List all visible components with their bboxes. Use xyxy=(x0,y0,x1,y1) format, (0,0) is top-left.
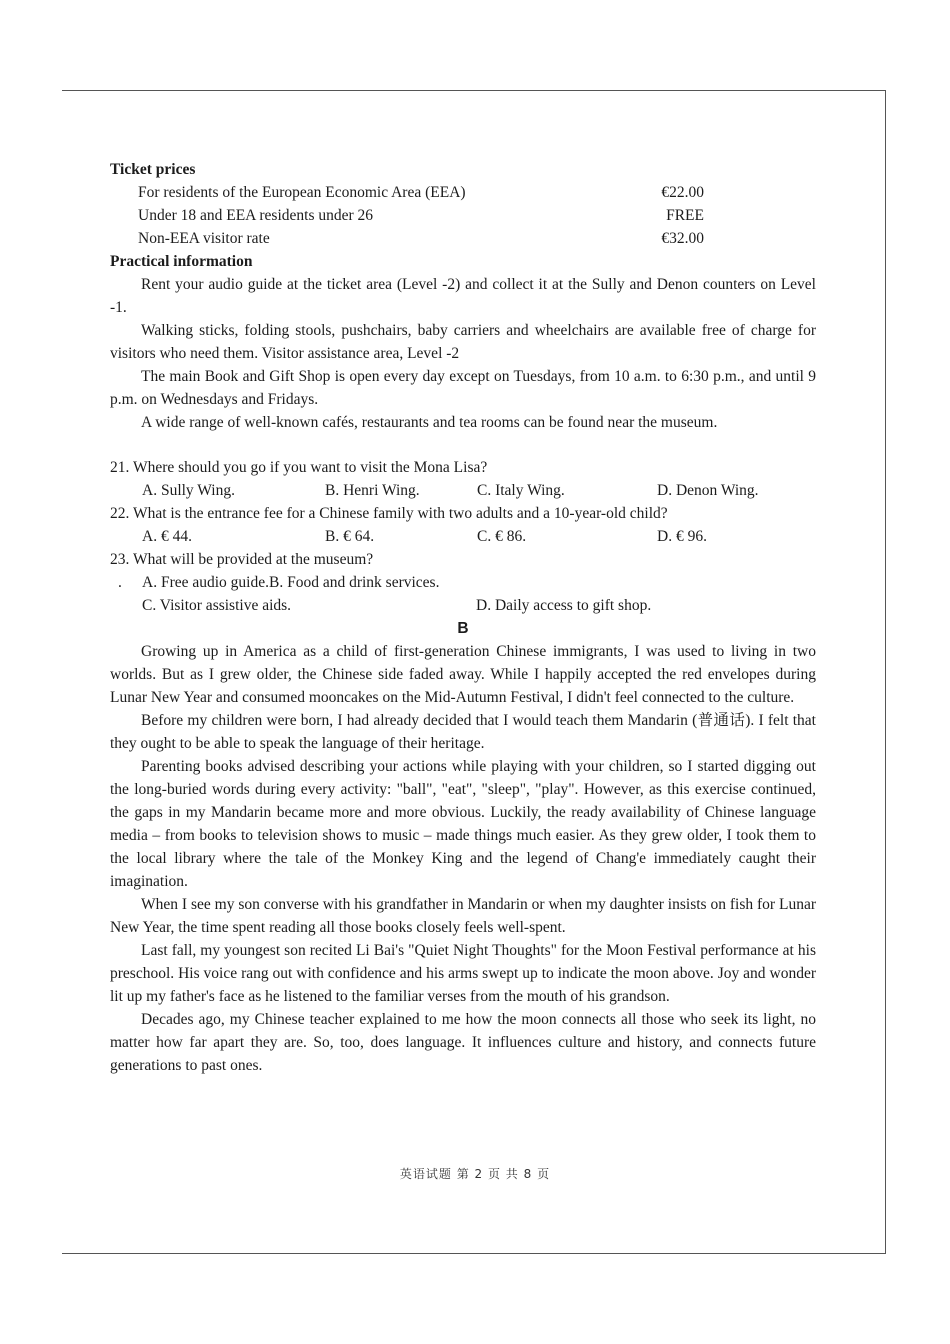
practical-info-paragraph: The main Book and Gift Shop is open every day except on Tuesdays, from 10 a.m. to 6:30 p.m., and until 9 p.m. on Wednesdays and Fridays. xyxy=(110,368,816,408)
passage-paragraph: When I see my son converse with his grandfather in Mandarin or when my daughter insists on fish for Lunar New Year, the time spent reading all those books closely feels well-spent. xyxy=(110,896,816,936)
page-footer: 英语试题 第 2 页 共 8 页 xyxy=(399,1167,551,1181)
price-value: FREE xyxy=(666,207,704,224)
page-frame-top-rule xyxy=(62,90,886,91)
option-a: A. € 44. xyxy=(142,528,192,545)
stray-mark: . xyxy=(118,574,122,591)
price-label: Non-EEA visitor rate xyxy=(138,230,270,247)
question-22-options xyxy=(110,525,816,548)
question-23-stem: 23. What will be provided at the museum? xyxy=(110,551,374,568)
exam-page-content xyxy=(110,158,816,1077)
option-c: C. € 86. xyxy=(477,528,527,545)
option-a: A. Free audio guide. xyxy=(142,574,269,591)
option-b: B. Henri Wing. xyxy=(325,482,420,499)
question-23-options-row-2 xyxy=(110,594,816,617)
passage-paragraph: Decades ago, my Chinese teacher explained to me how the moon connects all those who seek its light, no matter how far apart they are. So, too, does language. It influences culture and history, and connects future generations to past ones. xyxy=(110,1011,816,1074)
price-label: Under 18 and EEA residents under 26 xyxy=(138,207,374,224)
ticket-prices-heading: Ticket prices xyxy=(110,161,196,178)
question-21-stem: 21. Where should you go if you want to visit the Mona Lisa? xyxy=(110,459,488,476)
passage-paragraph: Before my children were born, I had already decided that I would teach them Mandarin (普通话). I felt that they ought to be able to speak the language of their heritage. xyxy=(110,712,816,752)
option-c: C. Visitor assistive aids. xyxy=(142,597,292,614)
practical-info-heading: Practical information xyxy=(110,253,253,270)
question-21-options xyxy=(110,479,816,502)
option-a: A. Sully Wing. xyxy=(142,482,235,499)
option-c: C. Italy Wing. xyxy=(477,482,565,499)
practical-info-paragraph: Rent your audio guide at the ticket area (Level -2) and collect it at the Sully and Denon counters on Level -1. xyxy=(110,276,816,316)
page-frame-bottom-rule xyxy=(62,1253,886,1254)
section-b-label: B xyxy=(457,620,469,637)
question-22-stem: 22. What is the entrance fee for a Chinese family with two adults and a 10-year-old child? xyxy=(110,505,668,522)
passage-paragraph: Growing up in America as a child of first-generation Chinese immigrants, I was used to living in two worlds. But as I grew older, the Chinese side faded away. While I happily accepted the red envelopes during Lunar New Year and consumed mooncakes on the Mid-Autumn Festival, I didn't feel connected to the culture. xyxy=(110,643,816,706)
page-frame-right-rule xyxy=(885,90,886,1254)
option-d: D. Denon Wing. xyxy=(657,482,759,499)
option-d: D. Daily access to gift shop. xyxy=(476,597,652,614)
price-row xyxy=(110,181,816,204)
price-value: €32.00 xyxy=(661,230,704,247)
question-23-options-row-1 xyxy=(110,571,816,594)
price-row xyxy=(110,204,816,227)
practical-info-paragraph: A wide range of well-known cafés, restaurants and tea rooms can be found near the museum. xyxy=(141,414,718,431)
passage-paragraph: Last fall, my youngest son recited Li Bai's "Quiet Night Thoughts" for the Moon Festival performance at his preschool. His voice rang out with confidence and his arms swept up to indicate the moon above. Joy and wonder lit up my father's face as he listened to the familiar verses from the mouth of his grandson. xyxy=(110,942,816,1005)
passage-paragraph: Parenting books advised describing your actions while playing with your children, so I started digging out the long-buried words during every activity: "ball", "eat", "sleep", "play". However, as this exercise continued, the gaps in my Mandarin became more and more obvious. Luckily, the ready availability of Chinese language media – from books to television shows to music – made things much easier. As they grew older, I took them to the local library where the tale of the Monkey King and the legend of Chang'e immediately caught their imagination. xyxy=(110,758,816,890)
option-d: D. € 96. xyxy=(657,528,707,545)
option-b: B. € 64. xyxy=(325,528,375,545)
price-value: €22.00 xyxy=(661,184,704,201)
option-b: B. Food and drink services. xyxy=(268,574,440,591)
price-row xyxy=(110,227,816,250)
price-label: For residents of the European Economic Area (EEA) xyxy=(138,184,466,201)
practical-info-paragraph: Walking sticks, folding stools, pushchairs, baby carriers and wheelchairs are available free of charge for visitors who need them. Visitor assistance area, Level -2 xyxy=(110,322,816,362)
